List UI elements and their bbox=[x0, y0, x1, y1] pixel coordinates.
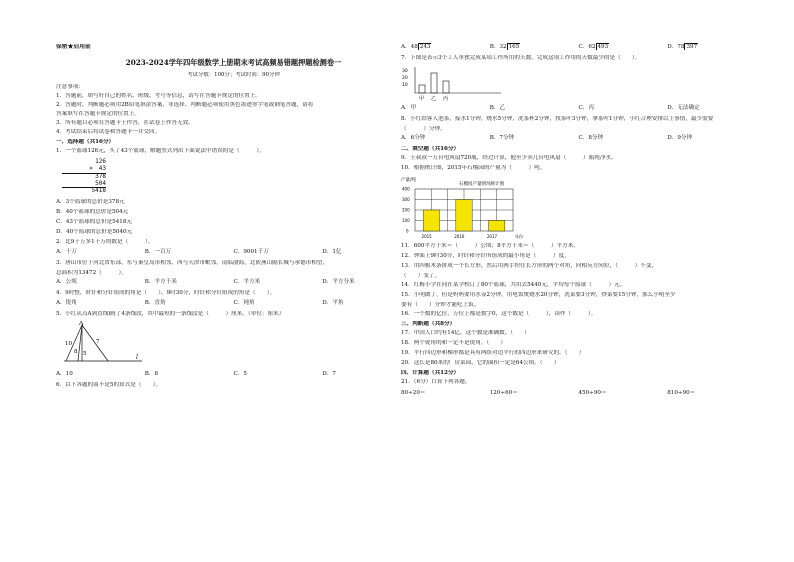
option: B．直角 bbox=[144, 300, 166, 307]
option: B．一百万 bbox=[144, 249, 172, 256]
option: C．平方米 bbox=[233, 279, 261, 286]
option: C．5 bbox=[233, 371, 247, 378]
x-tick: 2016 bbox=[454, 233, 465, 239]
question-19: 19．平行四边形和梯形都是具有两组对边平行的四边形来研究的。（ ） bbox=[401, 349, 585, 356]
vertical-multiplication bbox=[62, 159, 106, 195]
y-tick: 20 bbox=[402, 75, 408, 81]
secret-label: 保密★启用前 bbox=[56, 44, 91, 50]
y-tick: 100 bbox=[402, 217, 410, 223]
y-tick: 30 bbox=[402, 68, 408, 74]
notice-item: 2．答题时，判断题必须用2B铅笔填涂答案，非选择、判断题必须使用黑色墨迹签字笔或钢笔答题，请将 bbox=[56, 101, 314, 108]
option: C．43个篮球的总价是5418元 bbox=[56, 219, 132, 226]
y-tick: 10 bbox=[402, 82, 408, 88]
option: B．平方千米 bbox=[144, 279, 177, 286]
options-row bbox=[401, 105, 756, 112]
segment-label: 10 bbox=[65, 341, 72, 348]
mult-line: 378 bbox=[62, 173, 106, 181]
option bbox=[667, 44, 756, 51]
question-15: 15．小明做了，但是妈妈要用水壶2分钟，用电饭煲烧水20分钟，洗菜要3分钟，炒菜要15分钟，那么小明至少 bbox=[401, 291, 676, 298]
chart-bars bbox=[423, 199, 505, 231]
question-16: 16．一个数的亿位，万位上都是数字0，这个数是（ ），读作（ ）。 bbox=[401, 310, 597, 317]
option: A．十万 bbox=[56, 249, 77, 256]
notice-item: 答案填写在答题卡规定的位置上。 bbox=[56, 110, 140, 117]
question-17: 17．中国人口约有14亿，这个数是准确数。（ ） bbox=[401, 329, 530, 336]
question-10: 10．根据统计图，2015年石榴园的产量为（ ）吨。 bbox=[401, 164, 546, 171]
x-label: 乙 bbox=[431, 95, 437, 102]
options-row bbox=[56, 371, 411, 378]
section-choice: 一、选择题（共16分） bbox=[56, 138, 115, 145]
bars-group bbox=[419, 73, 449, 93]
question-3-cont: 总面积为13472（ ）。 bbox=[56, 270, 127, 277]
exam-title: 2023-2024学年四年级数学上册期末考试高频易错题押题检测卷一 bbox=[125, 58, 342, 68]
bar bbox=[431, 73, 437, 93]
question-8-cont: （ ）分钟。 bbox=[401, 125, 446, 132]
question-11: 11．600平方千米＝（ ）公顷；8平方千米＝（ ）平方米。 bbox=[401, 242, 579, 249]
segment-label: 7 bbox=[96, 339, 100, 346]
section-calc: 四、计算题（共12分） bbox=[401, 369, 460, 376]
triangle-figure bbox=[56, 321, 146, 369]
question-14: 14．红梅小学在同在某学校订了80个篮球，共用去5440元，平均每个篮球（ ）元。 bbox=[401, 281, 626, 288]
option: B．7分钟 bbox=[489, 134, 515, 141]
chart-xlabel: 年份 bbox=[515, 233, 523, 239]
chart-ylabel: 产量/吨 bbox=[401, 177, 417, 183]
question-4: 4．9时整，时针和分针组成的角是（ ），9时30分，时针和分针组成的角是（ ）。 bbox=[56, 290, 276, 297]
mult-line: 504 bbox=[95, 179, 106, 187]
options-row bbox=[56, 300, 411, 307]
question-15-cont: 要有（ ）分钟才能吃上饭。 bbox=[401, 301, 480, 308]
notice-heading: 注意事项： bbox=[56, 83, 84, 90]
x-label: 甲 bbox=[419, 95, 425, 102]
divisor: D．78 bbox=[667, 44, 685, 50]
bar bbox=[456, 199, 472, 231]
option: A．10 bbox=[56, 371, 73, 378]
option: B．8 bbox=[144, 371, 159, 378]
x-label: 丙 bbox=[443, 95, 449, 102]
bar bbox=[443, 81, 449, 93]
y-tick: 0 bbox=[406, 228, 409, 234]
mult-line: 5418 bbox=[62, 187, 106, 195]
dividend: 397 bbox=[686, 44, 698, 50]
chart-title: 石榴园产量情况统计图 bbox=[459, 181, 504, 187]
notice-item: 1．答题前，填写好自己的姓名、班级、考号等信息，请写在答题卡规定的位置上。 bbox=[56, 92, 261, 99]
mult-line: 126 bbox=[95, 157, 106, 165]
mult-line: × 43 bbox=[89, 164, 106, 172]
option: A．锐角 bbox=[56, 300, 77, 307]
option: B．40个篮球的总价是504元 bbox=[56, 209, 129, 216]
question-20: 20．这长是80米的厂房菜园，它的面积一定是64公顷。（ ） bbox=[401, 359, 560, 366]
option: D．1亿 bbox=[322, 249, 342, 256]
left-column bbox=[56, 44, 411, 392]
dividend: 493 bbox=[597, 44, 609, 50]
y-tick: 300 bbox=[402, 196, 410, 202]
calc-row bbox=[401, 390, 756, 397]
question-9: 9．王叔叔一万台电风扇720瓶，经过计算，他至少卖几台电风扇（ ）瓶纯净水。 bbox=[401, 154, 617, 161]
options-row bbox=[56, 249, 411, 256]
option: D．无法确定 bbox=[667, 104, 700, 111]
option: A．3个篮球的总价是378元 bbox=[56, 199, 125, 206]
question-13-cont: （ ）变了。 bbox=[401, 272, 441, 279]
line-l-label: l bbox=[136, 354, 138, 362]
x-tick: 2017 bbox=[486, 233, 498, 239]
question-7: 7．下图是表示3个工人单独完成某项工作所用的天数，完成这项工作用的天数最少的是（ ）。 bbox=[401, 54, 641, 61]
option: C．丙 bbox=[578, 104, 594, 111]
calc-item: 450÷90＝ bbox=[578, 389, 607, 396]
option: D．平方分米 bbox=[322, 279, 355, 286]
option bbox=[401, 44, 490, 51]
question-2: 2．比9千万多1千万的数是（ ）。 bbox=[56, 239, 154, 246]
point-a-label: A bbox=[79, 321, 84, 328]
option: C．9001千万 bbox=[233, 249, 269, 256]
bar bbox=[489, 220, 505, 231]
options-row bbox=[401, 135, 756, 142]
dividend: 243 bbox=[419, 44, 431, 50]
bar bbox=[419, 85, 425, 93]
option: A．公顷 bbox=[56, 279, 77, 286]
calc-item: 810÷90＝ bbox=[667, 389, 696, 396]
bar bbox=[423, 210, 439, 231]
divisor: B．32 bbox=[489, 44, 507, 50]
question-6: 6．以下各题的商不是5的算式是（ ）。 bbox=[56, 382, 162, 389]
question-1: 1．一个篮球126元，买了43个篮球，解题竖式列出下面说法中错误的是（ ）。 bbox=[56, 147, 265, 154]
section-fill: 二、填空题（共16分） bbox=[401, 145, 460, 152]
notice-item: 4．考试结束后将试卷和答题卡一并交回。 bbox=[56, 128, 161, 135]
workers-bar-chart bbox=[401, 65, 511, 103]
pomegranate-chart bbox=[401, 175, 531, 241]
option: A．6分钟 bbox=[401, 134, 426, 141]
y-tick: 400 bbox=[402, 186, 410, 192]
division-options bbox=[401, 44, 756, 51]
option: A．甲 bbox=[401, 104, 417, 111]
question-18: 18．两个锐角的和一定不是锐角。（ ） bbox=[401, 339, 507, 346]
question-5: 5．小红从点A到直线l画了4条线段，其中最短的一条线段是（ ）厘米。（单位：厘米） bbox=[56, 311, 285, 318]
divisor: C．62 bbox=[578, 44, 596, 50]
notice-item: 3．所有题目必须在答题卡上作答，在试卷上作答无效。 bbox=[56, 119, 194, 126]
y-tick: 200 bbox=[402, 207, 410, 213]
question-8: 8．小红给客人泡茶，接水1分钟，烧水5分钟，洗茶杯2分钟，找茶叶3分钟，拿茶叶1分钟，小红合理安排以上事情，最少需要 bbox=[401, 115, 714, 122]
x-tick: 2015 bbox=[421, 233, 432, 239]
segment-label: 8 bbox=[74, 349, 78, 356]
option bbox=[490, 44, 579, 51]
calc-item: 120÷60＝ bbox=[489, 389, 518, 396]
right-column bbox=[401, 44, 756, 397]
option: D．平角 bbox=[322, 300, 344, 307]
question-21: 21．（6分）口算下列各题。 bbox=[401, 378, 471, 385]
option: C．钝角 bbox=[233, 300, 255, 307]
dividend: 165 bbox=[508, 44, 520, 50]
options-row bbox=[56, 279, 411, 286]
calc-item: 80÷20＝ bbox=[401, 389, 426, 396]
option: C．8分钟 bbox=[578, 134, 604, 141]
segment-label: 5 bbox=[83, 351, 87, 358]
question-12: 12．钟面上9时30分，时针和分针所组成的最小角是（ ）度。 bbox=[401, 252, 570, 259]
option bbox=[579, 44, 668, 51]
exam-info: 考试分数：100分；考试时间：90分钟 bbox=[187, 72, 280, 79]
option: D．7 bbox=[322, 371, 336, 378]
option: B．乙 bbox=[489, 104, 506, 111]
section-judge: 三、判断题（共8分） bbox=[401, 320, 456, 327]
option: D．9分钟 bbox=[667, 134, 693, 141]
question-13: 13．用四根木条拼成一个长方形，然后用两手捏住长方形的两个对角，向相反方向拉，（ ）不变， bbox=[401, 262, 658, 269]
question-3: 3．唐山市位于河北省东部，东与秦皇岛市相邻，西与天津市毗邻，南临渤海，北依燕山隔长城与承德市相望， bbox=[56, 260, 329, 267]
divisor: A．48 bbox=[401, 44, 418, 50]
option: D．40个篮球的总价是5040元 bbox=[56, 229, 133, 236]
